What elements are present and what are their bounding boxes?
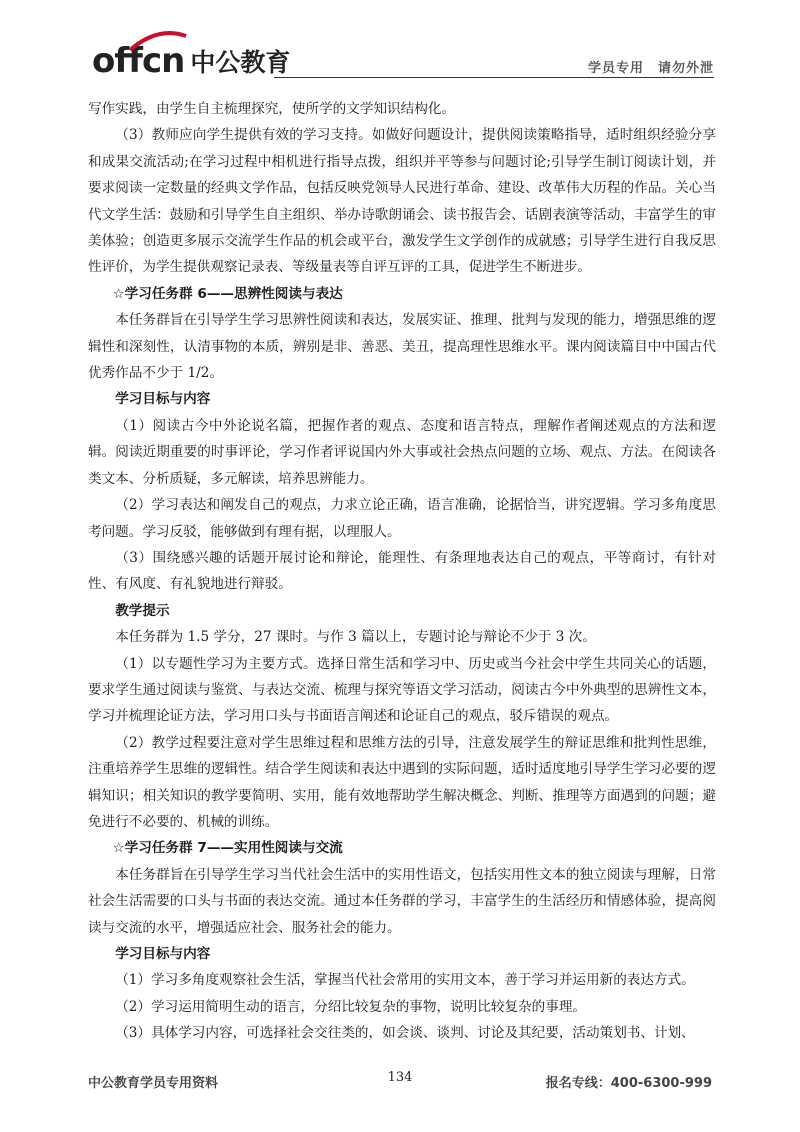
body-paragraph: 本任务群为 1.5 学分，27 课时。与作 3 篇以上，专题讨论与辩论不少于 3 次。 <box>115 629 596 646</box>
header-tag-students-only: 学员专用 <box>587 61 644 76</box>
task-group-heading: ☆学习任务群 6——思辨性阅读与表达 <box>112 285 343 302</box>
body-paragraph: （1）以专题性学习为主要方式。选择日常生活和学习中、历史或当今社会中学生共同关心的话题，要求学生通过阅读与鉴赏、与表达交流、梳理与探究等语文学习活动，阅读古今中外典型的思辨性文本，学习并梳理论证方法，学习用口头与书面语言阐述和论证自己的观点，驳斥错误的观点。 <box>88 655 716 725</box>
section-heading: 学习目标与内容 <box>115 946 211 962</box>
task-group-heading: ☆学习任务群 7——实用性阅读与交流 <box>112 840 343 857</box>
header-divider <box>274 77 714 78</box>
logo-chinese-text: 中公教育 <box>190 48 291 77</box>
body-paragraph: （1）阅读古今中外论说名篇，把握作者的观点、态度和语言特点，理解作者阐述观点的方法和逻辑。阅读近期重要的时事评论，学习作者评说国内外大事或社会热点问题的立场、观点、方法。在阅读各类文本、分析质疑，多元解读，培养思辨能力。 <box>88 417 716 487</box>
header-tag-no-distribution: 请勿外泄 <box>657 61 714 76</box>
body-paragraph: （3）围绕感兴趣的话题开展讨论和辩论，能理性、有条理地表达自己的观点，平等商讨，有针对性、有风度、有礼貌地进行辩驳。 <box>88 549 716 593</box>
body-paragraph: （2）教学过程要注意对学生思维过程和思维方法的引导，注意发展学生的辩证思维和批判性思维，注重培养学生思维的逻辑性。结合学生阅读和表达中遇到的实际问题，适时适度地引导学生学习必要的逻辑知识；相关知识的教学要简明、实用，能有效地帮助学生解决概念、判断、推理等方面遇到的问题；避免进行不必要的、机械的训练。 <box>88 734 716 830</box>
body-paragraph: 本任务群旨在引导学生学习思辨性阅读和表达，发展实证、推理、批判与发现的能力，增强思维的逻辑性和深刻性，认清事物的本质，辨别是非、善恶、美丑，提高理性思维水平。课内阅读篇目中中国古代优秀作品不少于 1/2。 <box>88 312 716 382</box>
body-paragraph: 写作实践，由学生自主梳理探究，使所学的文学知识结构化。 <box>88 101 456 117</box>
section-heading: 教学提示 <box>115 602 170 619</box>
footer-hotline: 报名专线：400-6300-999 <box>545 1076 712 1091</box>
body-paragraph: （2）学习表达和阐发自己的观点，力求立论正确，语言准确，论据恰当，讲究逻辑。学习多角度思考问题。学习反驳，能够做到有理有据，以理服人。 <box>88 497 716 540</box>
body-paragraph: （3）教师应向学生提供有效的学习支持。如做好问题设计，提供阅读策略指导，适时组织经验分享和成果交流活动;在学习过程中相机进行指导点拨，组织并平等参与问题讨论;引导学生制订阅读计划，并要求阅读一定数量的经典文学作品，包括反映党领导人民进行革命、建设、改革伟大历程的作品。关心当代文学生活：鼓励和引导学生自主组织、举办诗歌朗诵会、读书报告会、话剧表演等活动，丰富学生的审美体验；创造更多展示交流学生作品的机会或平台，激发学生文学创作的成就感；引导学生进行自我反思性评价，为学生提供观察记录表、等级量表等自评互评的工具，促进学生不断进步。 <box>88 127 716 276</box>
body-paragraph: （1）学习多角度观察社会生活，掌握当代社会常用的实用文本，善于学习并运用新的表达方式。 <box>115 972 695 989</box>
logo-swoosh-icon <box>128 30 188 52</box>
footer-label: 中公教育学员专用资料 <box>88 1076 219 1091</box>
logo-latin-text: offcn <box>92 41 185 81</box>
body-paragraph: 本任务群旨在引导学生学习当代社会生活中的实用性语文，包括实用性文本的独立阅读与理解，日常社会生活需要的口头与书面的表达交流。通过本任务群的学习，丰富学生的生活经历和情感体验，提高阅读与交流的水平，增强适应社会、服务社会的能力。 <box>88 866 716 936</box>
page-header <box>0 0 800 92</box>
body-paragraph: （3）具体学习内容，可选择社会交往类的，如会谈、谈判、讨论及其纪要，活动策划书、计划、 <box>115 1025 695 1042</box>
document-body <box>88 96 716 1047</box>
section-heading: 学习目标与内容 <box>115 391 211 408</box>
header-tag <box>588 57 714 76</box>
body-paragraph: （2）学习运用简明生动的语言，分绍比较复杂的事物，说明比较复杂的事理。 <box>115 998 587 1015</box>
page-number: 134 <box>387 1070 413 1085</box>
offcn-logo <box>92 41 291 81</box>
